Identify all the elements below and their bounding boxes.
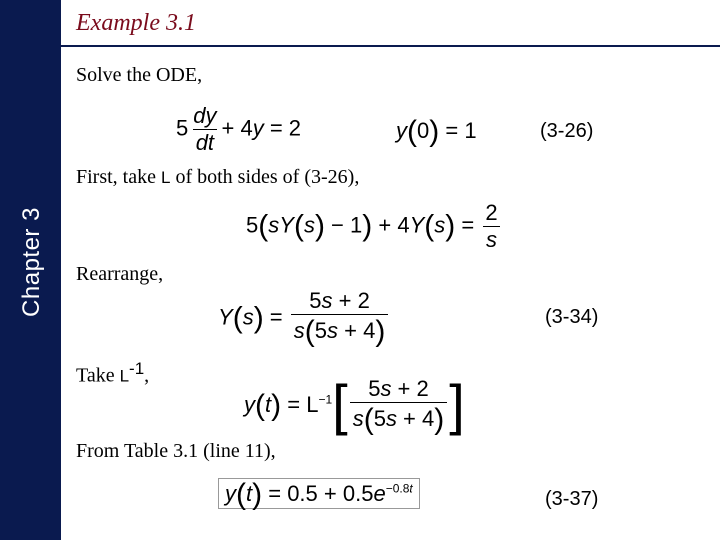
equation-Ys: Y(s) = $\frac{5s + 2}{s(5s + 4)}$: [218, 288, 390, 349]
text-solve-ode: Solve the ODE,: [76, 64, 203, 86]
equation-ode: 5 $\frac{dy}{dt}$ + 4y = 2: [176, 103, 302, 155]
text-from-table: From Table 3.1 (line 11),: [76, 440, 276, 462]
equation-initial-condition: y(0) = 1: [396, 115, 477, 148]
title-divider: [61, 45, 720, 47]
equation-laplace-transformed: 5(sY(s) − 1) + 4Y(s) = $\frac{2}{s}$: [246, 200, 503, 253]
slide-title: Example 3.1: [76, 10, 196, 36]
equation-number-3-26: (3-26): [540, 120, 594, 142]
equation-number-3-34: (3-34): [545, 306, 599, 328]
text-take-laplace: First, take L of both sides of (3-26),: [76, 166, 360, 188]
text-rearrange: Rearrange,: [76, 263, 164, 285]
chapter-label: Chapter 3: [18, 207, 45, 317]
equation-solution: $y(t) = 0.5 + 0.5e^{-0.8t}$: [218, 478, 420, 512]
equation-number-3-37: (3-37): [545, 488, 599, 510]
equation-inverse-laplace: $y(t) = L^{-1}$[ $\frac{5s + 2}{s(5s + 4)}$ ]: [244, 373, 465, 436]
text-take-inverse: Take $L^{-1}$,: [76, 359, 150, 387]
sidebar: [0, 0, 61, 540]
